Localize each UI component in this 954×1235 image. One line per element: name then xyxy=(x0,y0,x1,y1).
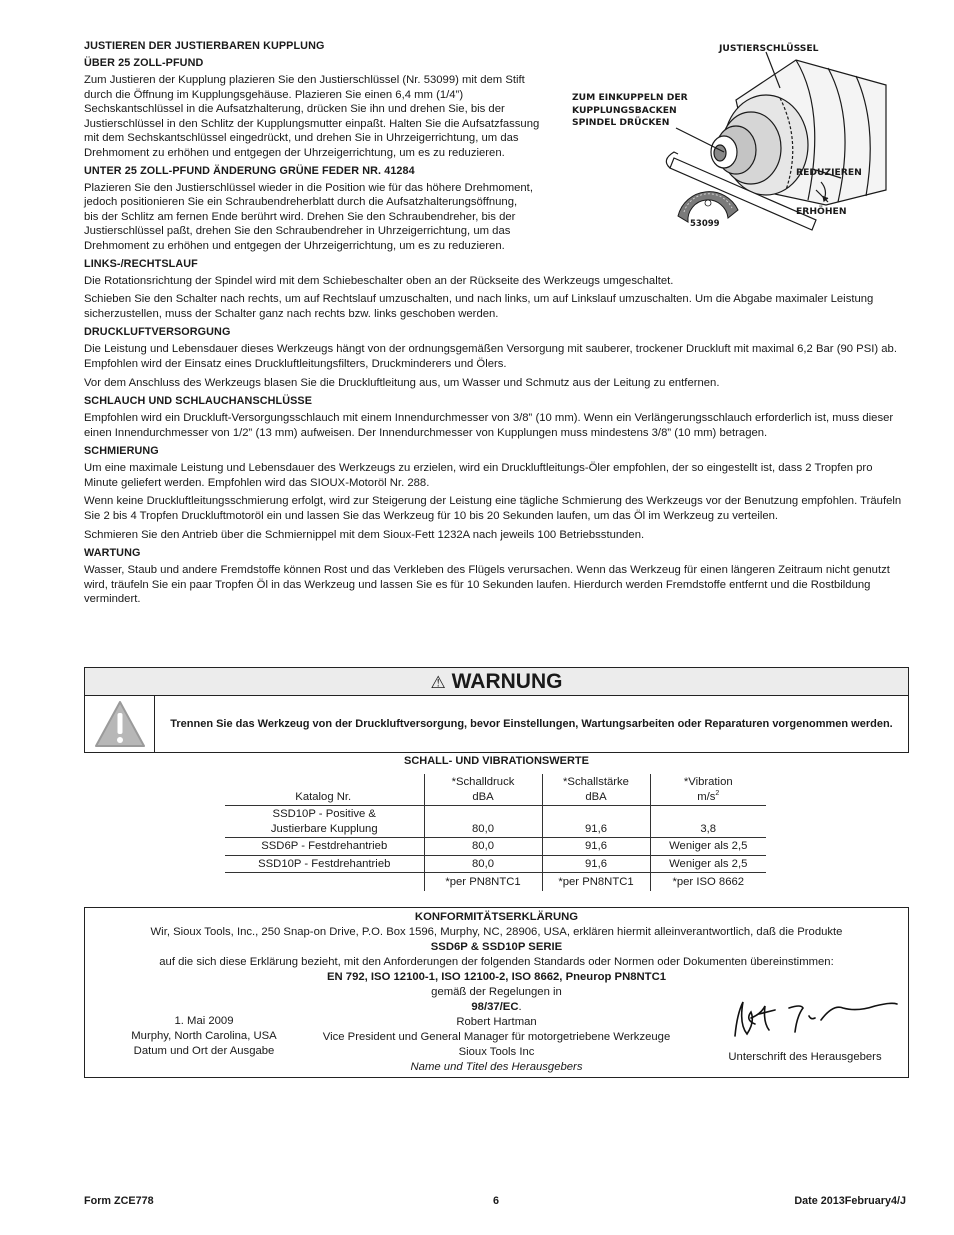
paragraph-under-25: Plazieren Sie den Justierschlüssel wieder in die Position wie für das höhere Drehmoment, jedoch positionieren Sie ein Schraubendreherblatt durch die Aufsatzhalterungsöffnung, bis der Schlitz am fernen Ende berührt wird. Drehen Sie den Schraubendreher, bis der Justierschlüssel paßt, drehen Sie den Schraubendreher in Uhrzeigerrichtung, um das Drehmoment zu erhöhen und entgegen der Uhrzeigerrichtung, um es zu reduzieren. xyxy=(84,181,533,252)
label-part-number: 53099 xyxy=(690,219,720,229)
table-header-cell: *Schalldruck dBA xyxy=(424,774,542,806)
value-cell: 80,0 xyxy=(424,806,542,838)
section-paragraph: Die Leistung und Lebensdauer dieses Werkzeugs hängt von der ordnungsgemäßen Versorgung mit sauberer, trockener Druckluft mit maximal 6,2 Bar (90 PSI) ab. Empfohlen wird der Einsatz eines Druckluftleitungsfilters, Druckminderers und Ölers. xyxy=(84,343,897,370)
value-cell: Weniger als 2,5 xyxy=(650,855,766,873)
table-header-row xyxy=(225,774,766,806)
warning-title: WARNUNG xyxy=(451,670,563,693)
signer-company: Sioux Tools Inc xyxy=(458,1046,535,1058)
issue-date-place xyxy=(99,1014,309,1059)
declaration-regulation: 98/37/EC. xyxy=(471,1001,522,1013)
note-cell: *per PN8NTC1 xyxy=(424,873,542,891)
label-push-spindle: ZUM EINKUPPELN DER KUPPLUNGSBACKEN SPINDEL DRÜCKEN xyxy=(572,92,688,129)
heading-under-25: UNTER 25 ZOLL-PFUND ÄNDERUNG GRÜNE FEDER NR. 41284 xyxy=(84,164,415,177)
exclamation-triangle-icon xyxy=(94,700,146,748)
issue-caption: Datum und Ort der Ausgabe xyxy=(133,1045,275,1057)
signature-image xyxy=(725,994,905,1044)
catalog-cell: SSD6P - Festdrehantrieb xyxy=(225,838,424,856)
label-adjusting-wrench: JUSTIERSCHLÜSSEL xyxy=(719,43,819,54)
value-cell: 91,6 xyxy=(542,806,650,838)
section-paragraph: Die Rotationsrichtung der Spindel wird mit dem Schiebeschalter oben an der Rückseite des Werkzeugs umgeschaltet. xyxy=(84,274,674,287)
issue-date: 1. Mai 2009 xyxy=(174,1015,234,1027)
section-heading: LINKS-/RECHTSLAUF xyxy=(84,257,198,270)
section-paragraph: Um eine maximale Leistung und Lebensdauer des Werkzeugs zu erzielen, wird ein Druckluftleitungs-Öler empfohlen, der so eingestellt ist, dass 2 Tropfen pro Minute geliefert werden. Empfohlen wird das SIOUX-Motoröl Nr. 288. xyxy=(84,462,873,489)
warning-text: Trennen Sie das Werkzeug von der Druckluftversorgung, bevor Einstellungen, Wartungsarbeiten oder Reparaturen vorgenommen werden. xyxy=(170,717,893,730)
heading-adjust-clutch: JUSTIEREN DER JUSTIERBAREN KUPPLUNG xyxy=(84,40,325,52)
clutch-adjustment-figure xyxy=(566,40,896,240)
declaration-title: KONFORMITÄTSERKLÄRUNG xyxy=(414,911,579,923)
sound-vibration-table xyxy=(225,774,766,891)
signer-role: Vice President und General Manager für motorgetriebene Werkzeuge xyxy=(322,1031,671,1043)
footer-date: Date 2013February4/J xyxy=(794,1195,906,1207)
note-cell: *per ISO 8662 xyxy=(650,873,766,891)
value-cell: 80,0 xyxy=(424,838,542,856)
section-paragraph: Vor dem Anschluss des Werkzeugs blasen Sie die Druckluftleitung aus, um Wasser und Schmutz aus der Leitung zu entfernen. xyxy=(84,376,720,389)
signature-caption: Unterschrift des Herausgebers xyxy=(728,1051,882,1063)
declaration-products: SSD6P & SSD10P SERIE xyxy=(430,941,563,953)
section-heading: WARTUNG xyxy=(84,547,141,560)
section-paragraph: Empfohlen wird ein Druckluft-Versorgungsschlauch mit einem Innendurchmesser von 3/8” (10 mm). Wenn ein Verlängerungsschlauch erforderlich ist, muss dieser einen Innendurchmesser von 1/2” (13 mm) aufweisen. Der Innendurchmesser von Kupplungen muss mindestens 3/8” (10 mm) betragen. xyxy=(84,412,894,439)
note-cell: *per PN8NTC1 xyxy=(542,873,650,891)
footer-page-number: 6 xyxy=(493,1195,500,1207)
declaration-regulation-intro: gemäß der Regelungen in xyxy=(431,986,562,998)
value-cell: Weniger als 2,5 xyxy=(650,838,766,856)
catalog-cell: SSD10P - Festdrehantrieb xyxy=(225,855,424,873)
section-paragraph: Wenn keine Druckluftleitungsschmierung erfolgt, wird zur Steigerung der Leistung eine tägliche Schmierung des Werkzeugs vor der Benutzung empfohlen. Träufeln Sie 2 bis 4 Tropfen Druckluftmotoröl ein und lassen Sie das Werkzeug für 10 bis 20 Sekunden laufen, um das Öl im Werkzeug zu verteilen. xyxy=(84,495,902,523)
signer-name: Robert Hartman xyxy=(456,1016,537,1028)
value-cell: 3,8 xyxy=(650,806,766,838)
paragraph-over-25: Zum Justieren der Kupplung plazieren Sie den Justierschlüssel (Nr. 53099) mit dem Stift durch die Öffnung im Kupplungsgehäuse. Plazieren Sie einen 6,4 mm (1/4”) Sechskantschlüssel in die Aufsatzhalterung, drücken Sie ihn und drehen Sie, bis der Justierschlüssel in den Schlitz der Kupplungsmutter einpaßt. Halten Sie die Aufsatzfassung mit dem Sechskantschlüssel eingedrückt, und drehen Sie in Uhrzeigerrichtung, um das Drehmoment zu erhöhen und entgegen der Uhrzeigerrichtung, um es zu reduzieren. xyxy=(84,74,540,159)
declaration-standards: EN 792, ISO 12100-1, ISO 12100-2, ISO 8662, Pneurop PN8NTC1 xyxy=(326,971,667,983)
signer-caption: Name und Titel des Herausgebers xyxy=(410,1061,583,1073)
warning-icon-cell xyxy=(85,696,155,752)
issue-place: Murphy, North Carolina, USA xyxy=(131,1030,277,1042)
table-header-cell: Katalog Nr. xyxy=(225,774,424,806)
warning-triangle-icon: ⚠ xyxy=(430,673,446,692)
section-paragraph: Schmieren Sie den Antrieb über die Schmiernippel mit dem Sioux-Fett 1232A nach jeweils 100 Betriebsstunden. xyxy=(84,528,645,541)
section-paragraph: Wasser, Staub und andere Fremdstoffe können Rost und das Verkleben des Flügels verursachen. Wenn das Werkzeug für einen längeren Zeitraum nicht genutzt wird, träufeln Sie ein paar Tropfen Öl in das Werkzeug und lassen Sie es für 10 Sekunden laufen. Hierdurch werden Fremdstoffe entfernt und die Rostbildung vermindert. xyxy=(84,564,890,606)
table-notes-row xyxy=(225,873,766,891)
section-heading: SCHLAUCH UND SCHLAUCHANSCHLÜSSE xyxy=(84,395,313,408)
declaration-box xyxy=(84,907,909,1078)
catalog-cell: SSD10P - Positive & Justierbare Kupplung xyxy=(225,806,424,838)
warning-header xyxy=(85,668,908,696)
warning-box xyxy=(84,667,909,753)
label-reduce: REDUZIEREN xyxy=(796,167,862,178)
table-header-cell: *Schallstärke dBA xyxy=(542,774,650,806)
value-cell: 91,6 xyxy=(542,838,650,856)
table-row xyxy=(225,838,766,856)
label-increase: ERHÖHEN xyxy=(796,206,847,217)
section-heading: SCHMIERUNG xyxy=(84,445,159,458)
value-cell: 80,0 xyxy=(424,855,542,873)
table-row xyxy=(225,806,766,838)
declaration-line1: Wir, Sioux Tools, Inc., 250 Snap-on Drive, P.O. Box 1596, Murphy, NC, 28906, USA, erklären hiermit alleinverantwortlich, daß die Produkte xyxy=(150,926,843,938)
value-cell: 91,6 xyxy=(542,855,650,873)
note-cell xyxy=(225,873,424,891)
table-header-cell: *Vibration $m/s^2$ xyxy=(650,774,766,806)
section-heading: DRUCKLUFTVERSORGUNG xyxy=(84,326,231,339)
heading-over-25: ÜBER 25 ZOLL-PFUND xyxy=(84,57,204,69)
footer-form: Form ZCE778 xyxy=(84,1195,154,1207)
declaration-line2: auf die sich diese Erklärung bezieht, mit den Anforderungen der folgenden Standards oder Normen oder Dokumenten übereinstimmen: xyxy=(159,956,834,968)
section-paragraph: Schieben Sie den Schalter nach rechts, um auf Rechtslauf umzuschalten, und nach links, um auf Linkslauf umzuschalten. Um die Abgabe maximaler Leistung sicherzustellen, muss der Schalter ganz nach rechts bzw. links geschoben werden. xyxy=(84,293,874,320)
table-row xyxy=(225,855,766,873)
sections xyxy=(84,257,906,608)
sound-table-title: SCHALL- UND VIBRATIONSWERTE xyxy=(404,755,589,767)
